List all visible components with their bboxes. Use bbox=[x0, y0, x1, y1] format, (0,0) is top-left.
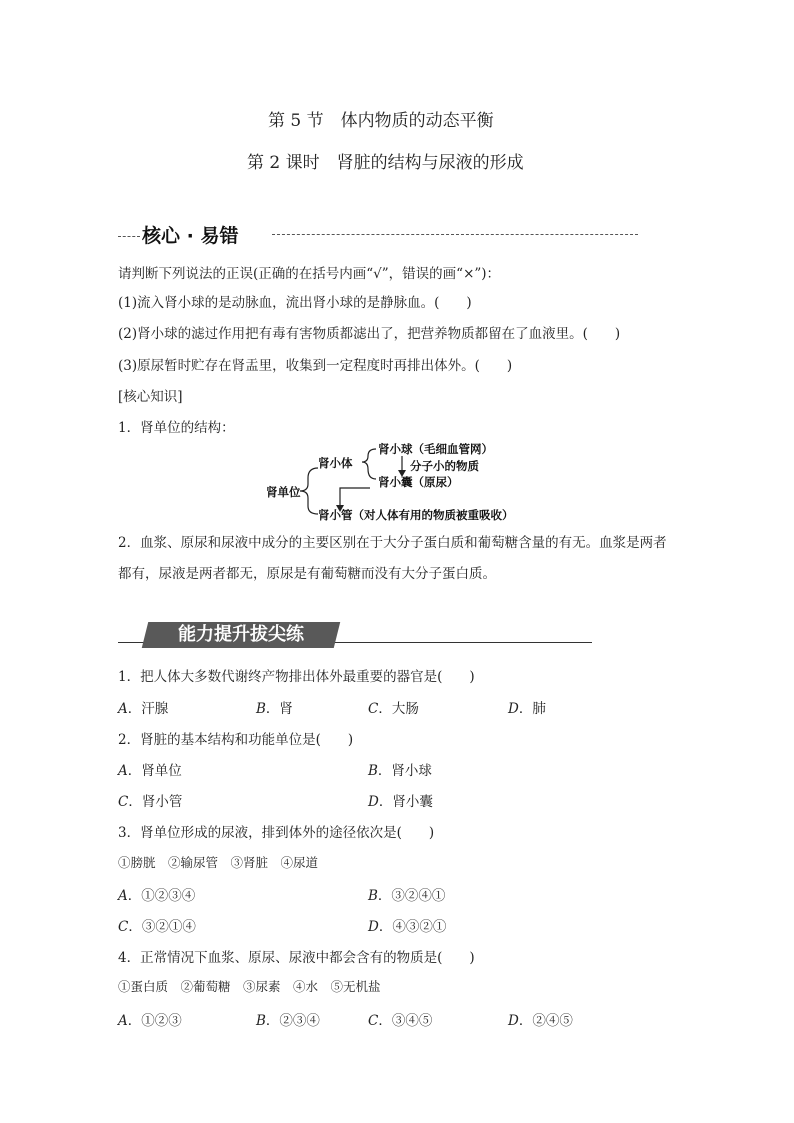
diagram-capsule: 肾小囊（原尿） bbox=[378, 475, 459, 489]
q4-option-d[interactable]: D．②④⑤ bbox=[508, 1013, 573, 1029]
question-4-items: ①蛋白质 ②葡萄糖 ③尿素 ④水 ⑤无机盐 bbox=[118, 979, 381, 994]
practice-heading: 能力提升拔尖练 bbox=[142, 622, 340, 648]
brace-nephron bbox=[300, 468, 318, 514]
diagram-tubule: 肾小管（对人体有用的物质被重吸收） bbox=[318, 508, 514, 522]
statement-1: (1)流入肾小球的是动脉血，流出肾小球的是静脉血。( ) bbox=[118, 295, 472, 311]
diagram-filtered: 分子小的物质 bbox=[410, 459, 479, 473]
q1-option-a[interactable]: A．汗腺 bbox=[118, 701, 169, 717]
question-3-stem: 3．肾单位形成的尿液，排到体外的途径依次是( ) bbox=[118, 825, 435, 841]
q3-option-d[interactable]: D．④③②① bbox=[368, 919, 447, 935]
q2-option-c[interactable]: C．肾小管 bbox=[118, 794, 183, 810]
point-1: 1．肾单位的结构： bbox=[118, 420, 235, 436]
point-2-line-2: 都有，尿液是两者都无，原尿是有葡萄糖而没有大分子蛋白质。 bbox=[118, 566, 496, 582]
statement-2: (2)肾小球的滤过作用把有毒有害物质都滤出了，把营养物质都留在了血液里。( ) bbox=[118, 326, 621, 342]
q2-option-d[interactable]: D．肾小囊 bbox=[368, 794, 433, 810]
section-title: 第 5 节 体内物质的动态平衡 bbox=[268, 111, 494, 131]
q4-option-b[interactable]: B．②③④ bbox=[256, 1013, 320, 1029]
lesson-title: 第 2 课时 肾脏的结构与尿液的形成 bbox=[247, 153, 524, 173]
q1-option-b[interactable]: B．肾 bbox=[256, 701, 293, 717]
q3-option-b[interactable]: B．③②④① bbox=[368, 888, 446, 904]
q4-option-c[interactable]: C．③④⑤ bbox=[368, 1013, 433, 1029]
diagram-root: 肾单位 bbox=[266, 485, 301, 499]
knowledge-label: [核心知识] bbox=[118, 389, 183, 405]
q1-option-d[interactable]: D．肺 bbox=[508, 701, 546, 717]
question-4-stem: 4．正常情况下血浆、原尿、尿液中都会含有的物质是( ) bbox=[118, 950, 475, 966]
brace-corpuscle bbox=[362, 449, 376, 479]
q2-option-a[interactable]: A．肾单位 bbox=[118, 763, 182, 779]
question-2-stem: 2．肾脏的基本结构和功能单位是( ) bbox=[118, 732, 354, 748]
diagram-glomerulus: 肾小球（毛细血管网） bbox=[378, 442, 493, 456]
core-heading: 核心 · 易错 bbox=[142, 225, 239, 247]
question-1-stem: 1．把人体大多数代谢终产物排出体外最重要的器官是( ) bbox=[118, 669, 475, 685]
q3-option-a[interactable]: A．①②③④ bbox=[118, 888, 196, 904]
statement-3: (3)原尿暂时贮存在肾盂里，收集到一定程度时再排出体外。( ) bbox=[118, 358, 513, 374]
diagram-corpuscle: 肾小体 bbox=[318, 456, 353, 470]
q4-option-a[interactable]: A．①②③ bbox=[118, 1013, 182, 1029]
q1-option-c[interactable]: C．大肠 bbox=[368, 701, 419, 717]
q2-option-b[interactable]: B．肾小球 bbox=[368, 763, 432, 779]
core-intro: 请判断下列说法的正误(正确的在括号内画“√”，错误的画“×”)： bbox=[118, 266, 501, 282]
q3-option-c[interactable]: C．③②①④ bbox=[118, 919, 196, 935]
point-2-line-1: 2．血浆、原尿和尿液中成分的主要区别在于大分子蛋白质和葡萄糖含量的有无。血浆是两者 bbox=[118, 535, 667, 551]
question-3-items: ①膀胱 ②输尿管 ③肾脏 ④尿道 bbox=[118, 855, 319, 870]
